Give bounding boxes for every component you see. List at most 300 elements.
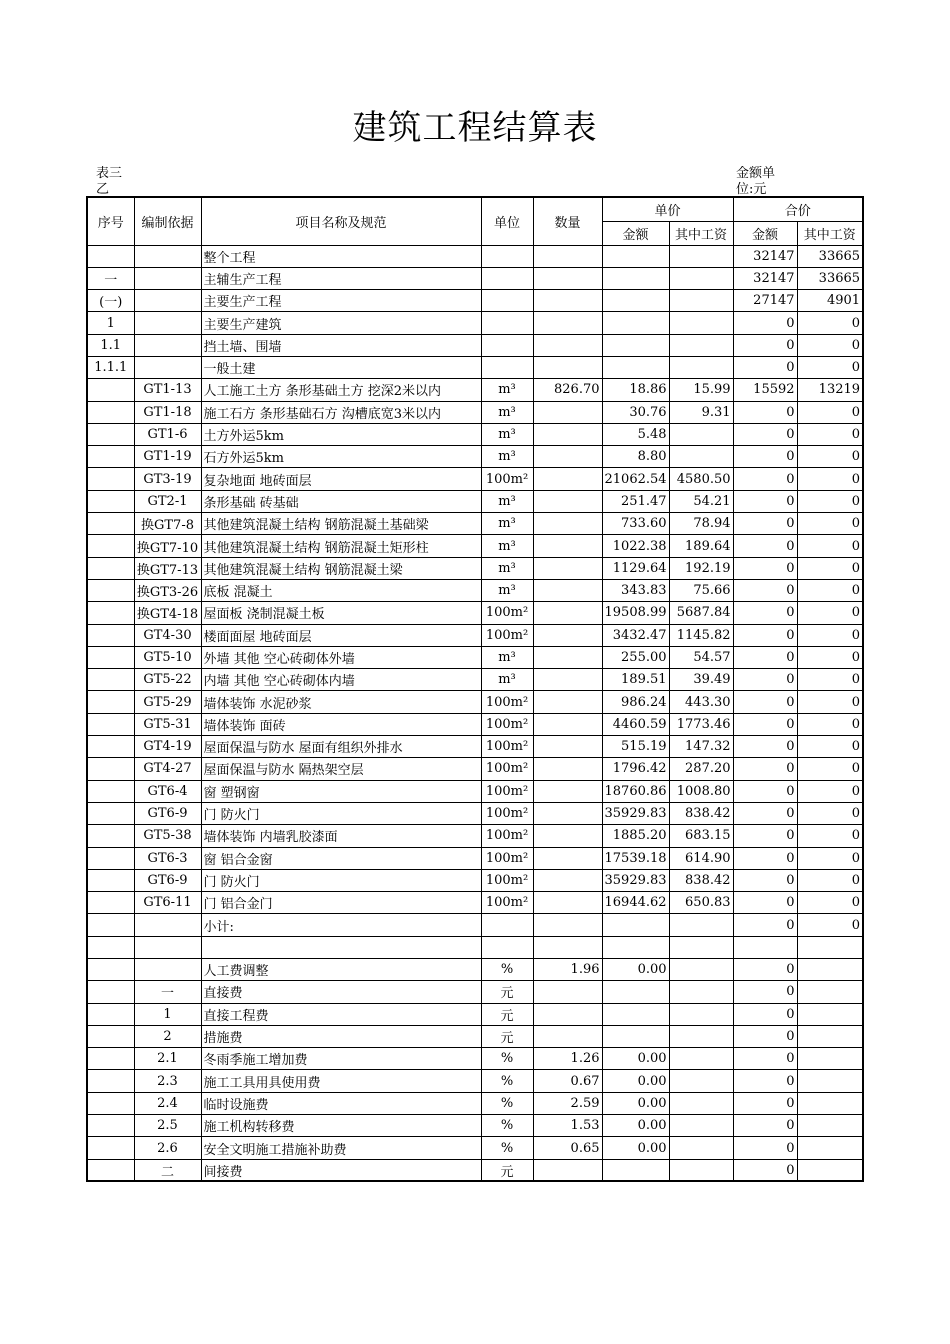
cell-quantity — [533, 356, 602, 378]
cell-quantity — [533, 1025, 602, 1047]
cell-unit: m³ — [481, 423, 533, 445]
cell-item-name: 其他建筑混凝土结构 钢筋混凝土梁 — [201, 557, 481, 579]
cell-basis: 换GT7-10 — [134, 535, 201, 557]
table-row — [87, 312, 863, 334]
cell-unit-price-labor: 192.19 — [669, 557, 733, 579]
cell-item-name: 墙体装饰 内墙乳胶漆面 — [201, 825, 481, 847]
cell-unit-price-amount: 515.19 — [602, 736, 669, 758]
cell-item-name: 门 铝合金门 — [201, 892, 481, 914]
cell-seq — [87, 1137, 134, 1159]
cell-unit: 100m² — [481, 825, 533, 847]
cell-unit-price-labor: 838.42 — [669, 802, 733, 824]
cell-total-amount: 0 — [733, 780, 797, 802]
cell-unit-price-labor: 54.21 — [669, 490, 733, 512]
cell-unit-price-labor — [669, 290, 733, 312]
cell-basis — [134, 936, 201, 958]
header-total-labor: 其中工资 — [797, 221, 863, 245]
cell-quantity — [533, 646, 602, 668]
cell-seq — [87, 646, 134, 668]
cell-unit: m³ — [481, 535, 533, 557]
cell-quantity — [533, 758, 602, 780]
cell-total-amount: 0 — [733, 713, 797, 735]
cell-item-name: 底板 混凝土 — [201, 579, 481, 601]
cell-basis: GT1-19 — [134, 446, 201, 468]
cell-seq — [87, 1159, 134, 1181]
cell-item-name: 墙体装饰 水泥砂浆 — [201, 691, 481, 713]
table-row — [87, 535, 863, 557]
table-row — [87, 780, 863, 802]
cell-unit-price-labor — [669, 446, 733, 468]
cell-unit — [481, 267, 533, 289]
cell-seq: 1.1.1 — [87, 356, 134, 378]
cell-unit-price-amount — [602, 245, 669, 267]
cell-unit: m³ — [481, 446, 533, 468]
cell-unit: 元 — [481, 1159, 533, 1181]
cell-total-amount: 27147 — [733, 290, 797, 312]
cell-total-amount: 0 — [733, 423, 797, 445]
cell-seq — [87, 691, 134, 713]
cell-unit-price-amount — [602, 290, 669, 312]
cell-unit-price-amount: 21062.54 — [602, 468, 669, 490]
cell-total-labor: 0 — [797, 312, 863, 334]
cell-basis: GT1-6 — [134, 423, 201, 445]
header-unit-price: 单价 — [602, 197, 733, 221]
table-row — [87, 825, 863, 847]
cell-unit-price-labor: 54.57 — [669, 646, 733, 668]
cell-quantity — [533, 869, 602, 891]
cell-item-name: 窗 塑钢窗 — [201, 780, 481, 802]
cell-seq — [87, 624, 134, 646]
cell-unit-price-labor — [669, 312, 733, 334]
cell-unit-price-labor: 9.31 — [669, 401, 733, 423]
settlement-table — [86, 196, 864, 1182]
page-title: 建筑工程结算表 — [352, 108, 598, 148]
cell-basis: GT6-9 — [134, 802, 201, 824]
cell-unit: 100m² — [481, 892, 533, 914]
cell-basis — [134, 914, 201, 936]
cell-total-amount: 0 — [733, 579, 797, 601]
cell-quantity — [533, 736, 602, 758]
cell-quantity — [533, 579, 602, 601]
cell-seq — [87, 490, 134, 512]
cell-unit-price-labor: 1145.82 — [669, 624, 733, 646]
header-item-name: 项目名称及规范 — [201, 197, 481, 245]
cell-total-amount: 0 — [733, 959, 797, 981]
cell-item-name: 其他建筑混凝土结构 钢筋混凝土基础梁 — [201, 513, 481, 535]
cell-unit-price-amount: 0.00 — [602, 1048, 669, 1070]
cell-unit-price-amount: 0.00 — [602, 959, 669, 981]
cell-total-labor: 0 — [797, 669, 863, 691]
cell-unit: % — [481, 1070, 533, 1092]
cell-unit-price-amount: 1796.42 — [602, 758, 669, 780]
cell-basis: GT6-9 — [134, 869, 201, 891]
cell-total-labor — [797, 1048, 863, 1070]
cell-unit-price-labor: 838.42 — [669, 869, 733, 891]
cell-unit — [481, 914, 533, 936]
cell-total-labor: 0 — [797, 624, 863, 646]
cell-quantity — [533, 936, 602, 958]
table-row — [87, 334, 863, 356]
cell-basis — [134, 312, 201, 334]
cell-item-name: 安全文明施工措施补助费 — [201, 1137, 481, 1159]
cell-basis — [134, 959, 201, 981]
cell-unit-price-amount — [602, 981, 669, 1003]
cell-total-amount: 0 — [733, 802, 797, 824]
header-basis: 编制依据 — [134, 197, 201, 245]
table-row — [87, 1048, 863, 1070]
cell-unit — [481, 334, 533, 356]
cell-seq — [87, 959, 134, 981]
cell-unit-price-amount: 255.00 — [602, 646, 669, 668]
cell-unit-price-labor: 443.30 — [669, 691, 733, 713]
header-seq: 序号 — [87, 197, 134, 245]
cell-total-amount: 0 — [733, 1092, 797, 1114]
cell-quantity — [533, 557, 602, 579]
cell-seq — [87, 468, 134, 490]
cell-total-labor: 13219 — [797, 379, 863, 401]
cell-unit: % — [481, 1115, 533, 1137]
cell-item-name: 门 防火门 — [201, 802, 481, 824]
cell-total-labor: 0 — [797, 847, 863, 869]
cell-total-amount: 0 — [733, 981, 797, 1003]
cell-unit — [481, 312, 533, 334]
cell-unit-price-labor: 39.49 — [669, 669, 733, 691]
table-row — [87, 802, 863, 824]
cell-seq — [87, 423, 134, 445]
header-unit: 单位 — [481, 197, 533, 245]
cell-total-amount: 0 — [733, 312, 797, 334]
table-row — [87, 379, 863, 401]
cell-unit-price-labor: 5687.84 — [669, 602, 733, 624]
cell-total-labor: 0 — [797, 825, 863, 847]
cell-basis: 2.4 — [134, 1092, 201, 1114]
cell-total-amount: 0 — [733, 691, 797, 713]
cell-item-name: 施工机构转移费 — [201, 1115, 481, 1137]
cell-seq: (一) — [87, 290, 134, 312]
header-unit-price-labor: 其中工资 — [669, 221, 733, 245]
cell-unit-price-amount: 30.76 — [602, 401, 669, 423]
cell-unit-price-amount: 1885.20 — [602, 825, 669, 847]
cell-seq — [87, 736, 134, 758]
cell-item-name — [201, 936, 481, 958]
header-total-price: 合价 — [733, 197, 863, 221]
cell-total-amount: 0 — [733, 825, 797, 847]
cell-item-name: 间接费 — [201, 1159, 481, 1181]
cell-quantity: 0.65 — [533, 1137, 602, 1159]
cell-total-amount: 0 — [733, 847, 797, 869]
cell-total-amount: 0 — [733, 513, 797, 535]
table-row — [87, 446, 863, 468]
table-row — [87, 758, 863, 780]
cell-unit-price-labor: 147.32 — [669, 736, 733, 758]
cell-basis: GT2-1 — [134, 490, 201, 512]
table-row — [87, 736, 863, 758]
cell-unit-price-amount: 18760.86 — [602, 780, 669, 802]
table-number: 表三乙 — [96, 166, 123, 196]
cell-total-amount: 0 — [733, 535, 797, 557]
cell-seq — [87, 1115, 134, 1137]
cell-item-name: 墙体装饰 面砖 — [201, 713, 481, 735]
cell-unit — [481, 245, 533, 267]
cell-unit-price-labor — [669, 1003, 733, 1025]
cell-seq — [87, 802, 134, 824]
cell-total-labor: 0 — [797, 557, 863, 579]
cell-item-name: 挡土墙、围墙 — [201, 334, 481, 356]
cell-basis: 2.6 — [134, 1137, 201, 1159]
cell-unit-price-amount: 1022.38 — [602, 535, 669, 557]
cell-quantity — [533, 825, 602, 847]
cell-seq — [87, 669, 134, 691]
cell-total-labor: 0 — [797, 646, 863, 668]
cell-seq — [87, 513, 134, 535]
table-row — [87, 602, 863, 624]
cell-total-amount: 15592 — [733, 379, 797, 401]
cell-unit-price-amount: 4460.59 — [602, 713, 669, 735]
cell-total-amount: 0 — [733, 646, 797, 668]
cell-unit-price-labor: 1008.80 — [669, 780, 733, 802]
cell-quantity — [533, 334, 602, 356]
cell-unit-price-amount: 0.00 — [602, 1115, 669, 1137]
cell-unit: 100m² — [481, 468, 533, 490]
cell-total-amount: 0 — [733, 1070, 797, 1092]
table-row — [87, 1092, 863, 1114]
cell-total-amount: 0 — [733, 401, 797, 423]
cell-unit: m³ — [481, 669, 533, 691]
cell-basis: 换GT7-13 — [134, 557, 201, 579]
cell-basis: GT1-13 — [134, 379, 201, 401]
cell-unit: % — [481, 1137, 533, 1159]
cell-item-name: 措施费 — [201, 1025, 481, 1047]
cell-unit: 元 — [481, 981, 533, 1003]
cell-quantity — [533, 468, 602, 490]
cell-basis: GT5-22 — [134, 669, 201, 691]
table-row — [87, 1159, 863, 1181]
cell-unit: m³ — [481, 513, 533, 535]
cell-quantity — [533, 1159, 602, 1181]
cell-unit-price-amount: 35929.83 — [602, 802, 669, 824]
cell-total-amount: 0 — [733, 356, 797, 378]
cell-total-amount: 32147 — [733, 267, 797, 289]
cell-seq — [87, 1048, 134, 1070]
cell-unit-price-amount: 0.00 — [602, 1137, 669, 1159]
cell-total-amount: 0 — [733, 669, 797, 691]
cell-unit-price-amount — [602, 1003, 669, 1025]
cell-item-name: 一般土建 — [201, 356, 481, 378]
cell-quantity — [533, 624, 602, 646]
cell-unit: 100m² — [481, 691, 533, 713]
cell-seq — [87, 758, 134, 780]
cell-unit — [481, 356, 533, 378]
cell-basis: 2.3 — [134, 1070, 201, 1092]
cell-unit-price-amount: 18.86 — [602, 379, 669, 401]
cell-seq — [87, 869, 134, 891]
cell-quantity — [533, 513, 602, 535]
cell-unit-price-amount: 189.51 — [602, 669, 669, 691]
cell-item-name: 屋面保温与防水 屋面有组织外排水 — [201, 736, 481, 758]
cell-unit-price-amount: 0.00 — [602, 1092, 669, 1114]
cell-unit: % — [481, 1048, 533, 1070]
cell-unit-price-labor — [669, 1070, 733, 1092]
cell-unit-price-amount — [602, 936, 669, 958]
cell-unit-price-amount: 3432.47 — [602, 624, 669, 646]
cell-basis: 换GT7-8 — [134, 513, 201, 535]
cell-unit-price-labor — [669, 1115, 733, 1137]
cell-basis: GT5-10 — [134, 646, 201, 668]
cell-quantity — [533, 981, 602, 1003]
cell-seq — [87, 825, 134, 847]
cell-unit: m³ — [481, 401, 533, 423]
cell-item-name: 主辅生产工程 — [201, 267, 481, 289]
table-row — [87, 579, 863, 601]
header-unit-price-amount: 金额 — [602, 221, 669, 245]
cell-basis: GT4-19 — [134, 736, 201, 758]
cell-unit-price-labor — [669, 1137, 733, 1159]
cell-basis: GT5-31 — [134, 713, 201, 735]
cell-basis: GT4-27 — [134, 758, 201, 780]
cell-unit-price-labor — [669, 423, 733, 445]
table-row — [87, 513, 863, 535]
cell-unit: 100m² — [481, 713, 533, 735]
cell-quantity — [533, 535, 602, 557]
cell-basis: 2 — [134, 1025, 201, 1047]
cell-unit: 100m² — [481, 758, 533, 780]
cell-basis: 2.5 — [134, 1115, 201, 1137]
cell-quantity — [533, 892, 602, 914]
cell-unit-price-labor — [669, 1092, 733, 1114]
cell-unit-price-labor — [669, 245, 733, 267]
cell-seq — [87, 1070, 134, 1092]
cell-unit: 100m² — [481, 602, 533, 624]
cell-basis: GT6-11 — [134, 892, 201, 914]
cell-quantity — [533, 669, 602, 691]
cell-item-name: 施工石方 条形基础石方 沟槽底宽3米以内 — [201, 401, 481, 423]
cell-basis: GT6-3 — [134, 847, 201, 869]
cell-seq — [87, 1003, 134, 1025]
cell-unit-price-amount: 343.83 — [602, 579, 669, 601]
cell-basis: GT5-29 — [134, 691, 201, 713]
cell-quantity — [533, 691, 602, 713]
cell-total-labor: 0 — [797, 401, 863, 423]
table-row — [87, 936, 863, 958]
cell-seq — [87, 379, 134, 401]
cell-total-labor — [797, 1115, 863, 1137]
currency-unit-note: 金额单位:元 — [736, 166, 776, 196]
table-row — [87, 1070, 863, 1092]
table-body — [87, 245, 863, 1181]
cell-quantity — [533, 713, 602, 735]
cell-total-amount: 0 — [733, 758, 797, 780]
cell-seq — [87, 535, 134, 557]
cell-total-labor: 0 — [797, 892, 863, 914]
cell-total-amount: 0 — [733, 1159, 797, 1181]
cell-quantity — [533, 267, 602, 289]
cell-basis: 二 — [134, 1159, 201, 1181]
cell-seq — [87, 780, 134, 802]
cell-total-labor — [797, 959, 863, 981]
cell-unit-price-labor — [669, 914, 733, 936]
cell-unit — [481, 290, 533, 312]
cell-basis — [134, 334, 201, 356]
cell-unit-price-amount — [602, 1159, 669, 1181]
table-row — [87, 892, 863, 914]
cell-unit-price-amount: 16944.62 — [602, 892, 669, 914]
cell-total-labor: 0 — [797, 535, 863, 557]
cell-total-labor — [797, 1003, 863, 1025]
cell-total-amount: 0 — [733, 602, 797, 624]
cell-item-name: 施工工具用具使用费 — [201, 1070, 481, 1092]
cell-seq — [87, 936, 134, 958]
cell-basis: 换GT3-26 — [134, 579, 201, 601]
cell-quantity — [533, 401, 602, 423]
cell-item-name: 主要生产建筑 — [201, 312, 481, 334]
cell-unit-price-amount: 35929.83 — [602, 869, 669, 891]
header-total-amount: 金额 — [733, 221, 797, 245]
cell-total-labor: 0 — [797, 780, 863, 802]
cell-seq: 1.1 — [87, 334, 134, 356]
cell-unit: 100m² — [481, 869, 533, 891]
cell-basis — [134, 267, 201, 289]
cell-total-amount: 0 — [733, 1115, 797, 1137]
cell-item-name: 直接费 — [201, 981, 481, 1003]
cell-total-labor: 0 — [797, 513, 863, 535]
cell-total-labor: 0 — [797, 490, 863, 512]
cell-unit: % — [481, 1092, 533, 1114]
table-row — [87, 691, 863, 713]
cell-unit-price-labor — [669, 1025, 733, 1047]
cell-quantity: 1.96 — [533, 959, 602, 981]
cell-unit-price-labor: 650.83 — [669, 892, 733, 914]
cell-seq — [87, 914, 134, 936]
cell-unit-price-labor — [669, 936, 733, 958]
cell-quantity — [533, 490, 602, 512]
cell-seq — [87, 892, 134, 914]
cell-unit: % — [481, 959, 533, 981]
cell-unit: 元 — [481, 1003, 533, 1025]
cell-quantity — [533, 446, 602, 468]
cell-basis — [134, 290, 201, 312]
cell-unit-price-amount: 17539.18 — [602, 847, 669, 869]
cell-quantity: 2.59 — [533, 1092, 602, 1114]
table-row — [87, 1137, 863, 1159]
table-row — [87, 981, 863, 1003]
cell-basis: GT3-19 — [134, 468, 201, 490]
cell-seq — [87, 602, 134, 624]
cell-quantity — [533, 290, 602, 312]
cell-unit-price-amount — [602, 1025, 669, 1047]
cell-basis: 1 — [134, 1003, 201, 1025]
cell-seq — [87, 557, 134, 579]
table-row — [87, 557, 863, 579]
cell-seq — [87, 446, 134, 468]
cell-quantity: 1.26 — [533, 1048, 602, 1070]
cell-unit: 100m² — [481, 780, 533, 802]
cell-basis: 一 — [134, 981, 201, 1003]
cell-quantity — [533, 312, 602, 334]
cell-unit: 100m² — [481, 847, 533, 869]
cell-total-labor: 33665 — [797, 245, 863, 267]
cell-total-amount: 0 — [733, 1137, 797, 1159]
cell-unit-price-labor — [669, 334, 733, 356]
cell-unit-price-amount: 733.60 — [602, 513, 669, 535]
table-row — [87, 646, 863, 668]
cell-unit-price-labor — [669, 356, 733, 378]
cell-unit-price-amount — [602, 334, 669, 356]
cell-item-name: 临时设施费 — [201, 1092, 481, 1114]
cell-basis — [134, 356, 201, 378]
cell-unit-price-amount: 251.47 — [602, 490, 669, 512]
cell-total-labor: 0 — [797, 356, 863, 378]
cell-basis: GT1-18 — [134, 401, 201, 423]
